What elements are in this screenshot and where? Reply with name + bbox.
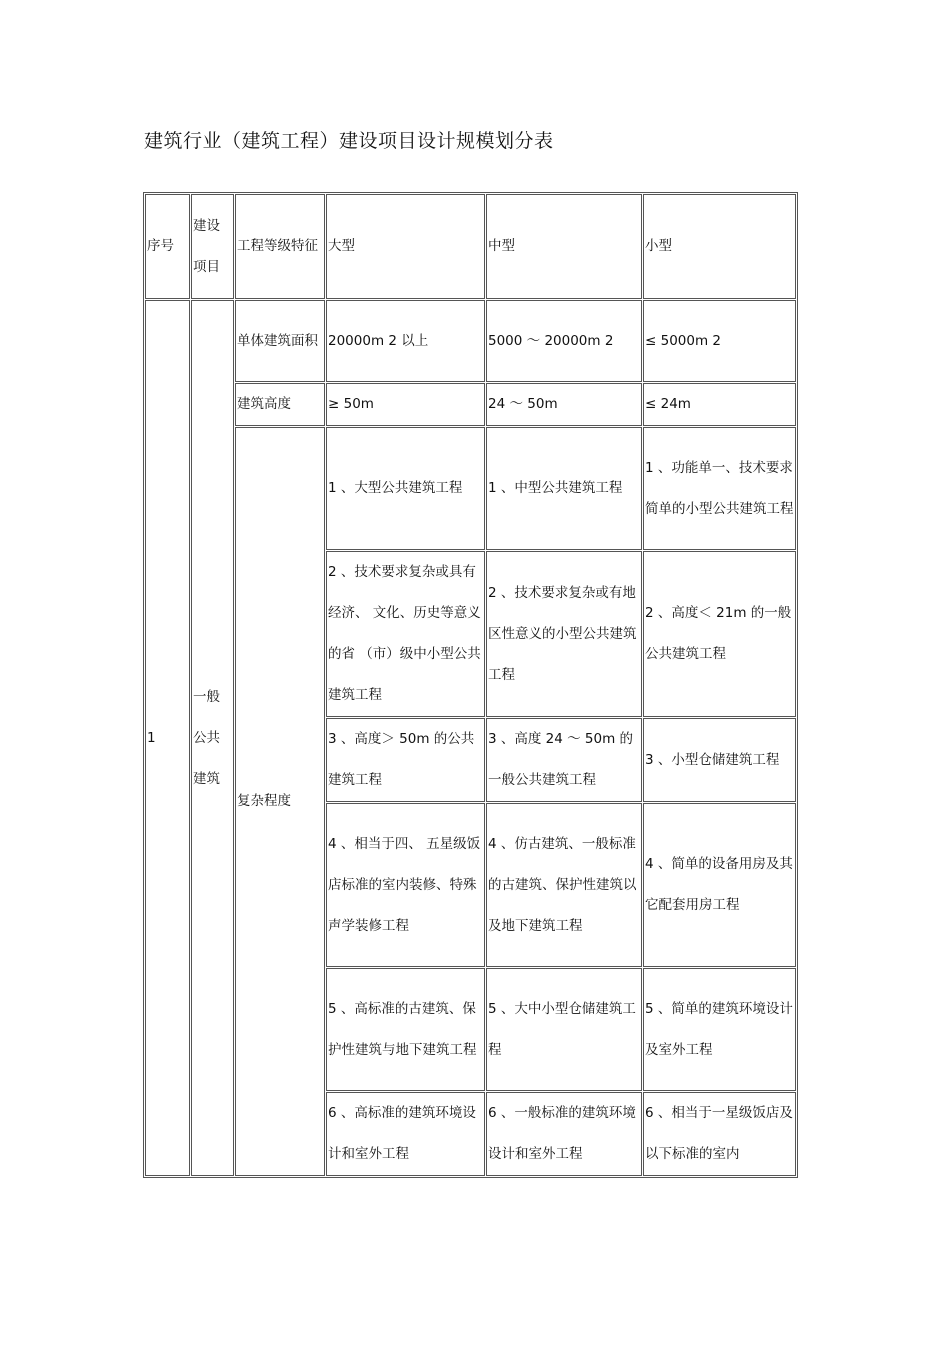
- height-small-cell: ≤ 24m: [643, 383, 796, 426]
- complexity-4-large: 4 、相当于四、 五星级饭店标准的室内装修、特殊声学装修工程: [326, 803, 485, 967]
- height-medium-cell: 24 ～ 50m: [486, 383, 642, 426]
- complexity-1-medium: 1 、中型公共建筑工程: [486, 427, 642, 550]
- complexity-2-large: 2 、技术要求复杂或具有经济、 文化、历史等意义的省 （市）级中小型公共建筑工程: [326, 551, 485, 717]
- complexity-1-small: 1 、功能单一、技术要求简单的小型公共建筑工程: [643, 427, 796, 550]
- complexity-label-cell: 复杂程度: [235, 427, 325, 1176]
- complexity-5-small: 5 、简单的建筑环境设计及室外工程: [643, 968, 796, 1091]
- area-large-cell: 20000m 2 以上: [326, 300, 485, 382]
- header-project: 建设项目: [191, 194, 234, 299]
- table-row: [145, 300, 796, 382]
- area-small-cell: ≤ 5000m 2: [643, 300, 796, 382]
- complexity-6-large: 6 、高标准的建筑环境设计和室外工程: [326, 1092, 485, 1176]
- complexity-4-small: 4 、简单的设备用房及其它配套用房工程: [643, 803, 796, 967]
- complexity-5-large: 5 、高标准的古建筑、保护性建筑与地下建筑工程: [326, 968, 485, 1091]
- table-header-row: [145, 194, 796, 299]
- header-small: 小型: [643, 194, 796, 299]
- table-row: [145, 383, 796, 426]
- complexity-3-small: 3 、小型仓储建筑工程: [643, 718, 796, 802]
- area-medium-cell: 5000 ～ 20000m 2: [486, 300, 642, 382]
- feature-height-cell: 建筑高度: [235, 383, 325, 426]
- feature-area-cell: 单体建筑面积: [235, 300, 325, 382]
- project-name-cell: 一般公共建筑: [191, 300, 234, 1176]
- complexity-1-large: 1 、大型公共建筑工程: [326, 427, 485, 550]
- complexity-5-medium: 5 、大中小型仓储建筑工程: [486, 968, 642, 1091]
- page-title: 建筑行业（建筑工程）建设项目设计规模划分表: [144, 130, 554, 152]
- header-seq: 序号: [145, 194, 190, 299]
- complexity-2-small: 2 、高度＜ 21m 的一般公共建筑工程: [643, 551, 796, 717]
- complexity-4-medium: 4 、仿古建筑、一般标准的古建筑、保护性建筑以及地下建筑工程: [486, 803, 642, 967]
- complexity-3-large: 3 、高度＞ 50m 的公共建筑工程: [326, 718, 485, 802]
- complexity-3-medium: 3 、高度 24 ～ 50m 的一般公共建筑工程: [486, 718, 642, 802]
- design-scale-table: [143, 192, 798, 1178]
- header-large: 大型: [326, 194, 485, 299]
- header-medium: 中型: [486, 194, 642, 299]
- complexity-6-medium: 6 、一般标准的建筑环境设计和室外工程: [486, 1092, 642, 1176]
- seq-cell: 1: [145, 300, 190, 1176]
- height-large-cell: ≥ 50m: [326, 383, 485, 426]
- table-row: [145, 427, 796, 550]
- complexity-6-small: 6 、相当于一星级饭店及以下标准的室内: [643, 1092, 796, 1176]
- complexity-2-medium: 2 、技术要求复杂或有地区性意义的小型公共建筑工程: [486, 551, 642, 717]
- header-feature: 工程等级特征: [235, 194, 325, 299]
